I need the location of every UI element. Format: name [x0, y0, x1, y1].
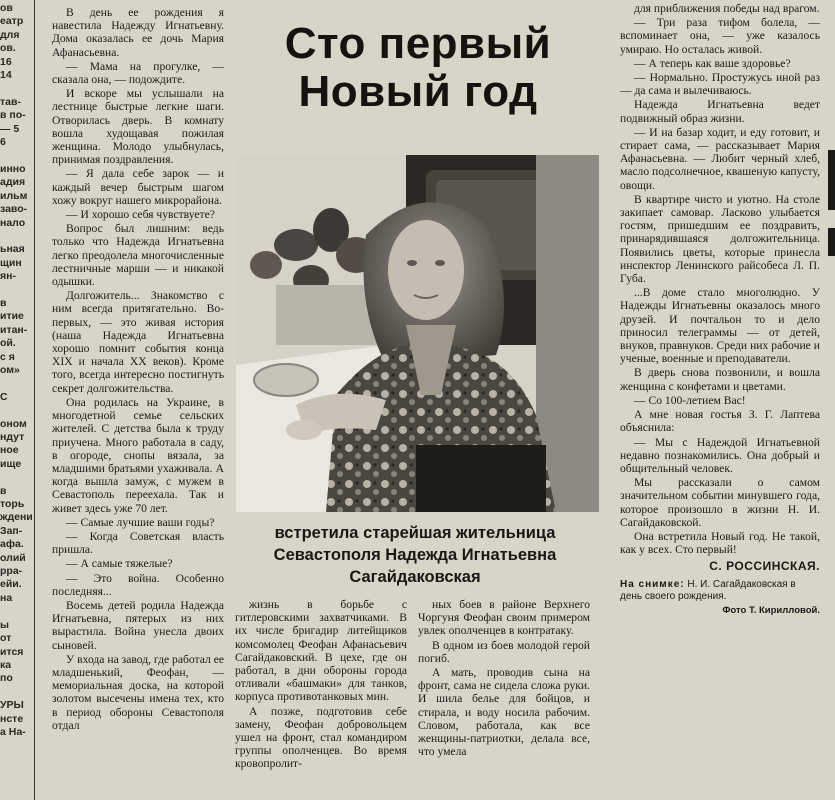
column4-paragraph: — Нормально. Простужусь иной раз — да сама и вылечиваюсь.	[620, 71, 820, 98]
left-fragment: С	[0, 390, 8, 403]
left-fragment: ильм	[0, 189, 28, 202]
column4-paragraph: — Со 100-летием Вас!	[634, 393, 746, 407]
right-edge-mark	[828, 150, 835, 210]
left-fragment: ов	[0, 2, 13, 14]
headline-line-2: Новый год	[298, 67, 538, 116]
left-fragment: нсте	[0, 712, 24, 725]
column1-paragraph: — Самые лучшие ваши годы?	[66, 515, 215, 529]
left-fragment: в по-	[0, 109, 26, 122]
photo-caption	[620, 579, 820, 603]
left-fragment: итан-	[0, 323, 28, 336]
left-fragment: нало	[0, 216, 26, 229]
column4-paragraph: для приближения победы над врагом.	[634, 2, 820, 15]
subheadline-line-1: встретила старейшая жительница	[274, 524, 556, 542]
left-fragment	[0, 284, 32, 297]
left-fragment: в	[0, 296, 7, 309]
column4-paragraph: — Мы с Надеждой Игнатьевной недавно познакомились. Она добрый и общительный человек.	[620, 435, 820, 475]
left-fragment: ьная	[0, 243, 25, 256]
left-fragment	[0, 149, 32, 162]
column1-paragraph: И вскоре мы услышали на лестнице быстрые легкие шаги. Отворилась дверь. В комнату вошла худощавая пожилая женщина. Молодо улыбнулась, принимая поздравления.	[52, 87, 224, 167]
column4-paragraph: Мы рассказали о самом значительном событии минувшего года, которое произошло в жизни Н. И. Сагайдаковской.	[620, 476, 820, 529]
left-fragment	[0, 605, 32, 618]
column4-paragraph: Она встретила Новый год. Не такой, как у всех. Сто первый!	[620, 529, 820, 557]
article-column-2	[235, 598, 407, 798]
left-fragment: ом»	[0, 363, 20, 376]
headline-line-1: Сто первый	[284, 19, 552, 68]
left-fragment: ка	[0, 658, 12, 671]
left-fragment	[0, 471, 32, 484]
left-fragment: тав-	[0, 95, 21, 108]
column1-paragraph: — Я дала себе зарок — и каждый вечер быстрым шагом хожу вокруг нашего микрорайона.	[52, 167, 224, 207]
column4-paragraph: — Три раза тифом болела, — вспоминает она, — уже казалось умираю. Но осталась живой.	[620, 16, 820, 56]
article-column-3	[418, 598, 590, 798]
photo-illustration	[236, 155, 599, 512]
column3-paragraph: А мать, проводив сына на фронт, сама не сидела сложа руки. И шила белье для бойцов, и стирала, и воду носила рабочим. Словом, работала, как все женщины-патриотки, делала все, что умела	[418, 666, 590, 759]
left-fragment: 6	[0, 136, 6, 149]
left-fragment: на	[0, 591, 13, 604]
left-fragment: для	[0, 28, 20, 41]
left-fragment: ой.	[0, 337, 16, 350]
left-fragment: от	[0, 632, 12, 645]
column1-paragraph: В день ее рождения я навестила Надежду Игнатьевну. Дома оказалась ее дочь Мария Афанасьевна.	[52, 6, 224, 59]
column1-paragraph: Вопрос был лишним: ведь только что Надежда Игнатьевна легко преодолела многочисленные лестничные марши — и никакой одышки.	[52, 222, 224, 289]
left-fragment: по	[0, 672, 13, 685]
photo-credit: Фото Т. Кирилловой.	[722, 604, 820, 616]
left-fragment: в	[0, 484, 7, 497]
column3-paragraph: В одном из боев молодой герой погиб.	[418, 638, 590, 665]
left-fragment: адия	[0, 176, 26, 189]
column-rule-left	[34, 0, 35, 800]
column1-paragraph: У входа на завод, где работал ее младшенький, Феофан, — мемориальная доска, на которой золотом высечены имена тех, кто в период обороны Севастополя отдал	[52, 652, 224, 732]
caption-text: Н. И. Сагайдаковская в день своего рождения.	[620, 578, 796, 602]
left-fragment: ы	[0, 618, 9, 631]
column4-paragraph: В дверь снова позвонили, и вошла женщина с конфетами и цветами.	[620, 366, 820, 393]
left-fragment: ов.	[0, 42, 16, 55]
headline	[232, 20, 604, 116]
column1-paragraph: — Это война. Особенно последняя...	[52, 571, 224, 598]
left-fragment: Зап-	[0, 524, 23, 537]
left-column-fragments	[0, 2, 32, 739]
column1-paragraph: — А самые тяжелые?	[66, 557, 173, 571]
left-fragment	[0, 686, 32, 699]
left-fragment: ндут	[0, 431, 25, 443]
left-fragment	[0, 404, 32, 417]
column4-paragraph: В квартире чисто и уютно. На столе закипает самовар. Ласково улыбается гостям, пришедшим ее поздравить, принарядившаяся долгожительница. Появились цветы, которые принесла инспектор Ленинского райсобеса Л. П. Губа.	[620, 192, 820, 286]
article-column-4	[620, 2, 820, 798]
left-fragment: ное	[0, 444, 19, 457]
left-fragment: ждени	[0, 511, 33, 524]
column2-paragraph: А позже, подготовив себе замену, Феофан добровольцем ушел на фронт, стал командиром группы ополченцев. Во время кровопролит-	[235, 704, 407, 771]
column4-paragraph: — И на базар ходит, и еду готовит, и стирает сама, — рассказывает Мария Афанасьевна. — Любит черный хлеб, масло подсолнечное, квашеную капусту, овощи.	[620, 125, 820, 192]
column4-paragraph: Надежда Игнатьевна ведет подвижный образ жизни.	[620, 98, 820, 125]
left-fragment: ейи.	[0, 578, 22, 591]
left-fragment: ян-	[0, 270, 16, 283]
left-fragment: итие	[0, 310, 24, 323]
left-fragment: 14	[0, 69, 12, 82]
left-fragment: — 5	[0, 122, 20, 135]
column4-paragraph: — А теперь как ваше здоровье?	[634, 56, 791, 70]
left-fragment: инно	[0, 162, 26, 175]
column1-paragraph: — И хорошо себя чувствуете?	[66, 208, 215, 222]
left-fragment: оном	[0, 417, 27, 430]
column-4-text	[620, 2, 820, 556]
portrait-photo	[236, 155, 599, 512]
left-fragment: ище	[0, 457, 22, 470]
article-column-1	[52, 6, 224, 798]
left-fragment: с я	[0, 350, 15, 363]
subheadline-line-3: Сагайдаковская	[349, 568, 481, 586]
left-fragment	[0, 377, 32, 390]
column1-paragraph: — Мама на прогулке, — сказала она, — подождите.	[52, 59, 224, 87]
left-fragment	[0, 82, 32, 95]
column1-paragraph: Она родилась на Украине, в многодетной семье сельских жителей. С детства была к труду приучена. Много работала в саду, в огороде, снопы вязала, за младшими братьями ухаживала. А когда вышла замуж, с мужем в Севастополь переехала. Так и живет здесь уже 70 лет.	[52, 395, 224, 515]
left-fragment: щин	[0, 256, 22, 269]
column1-paragraph: Долгожитель... Знакомство с ним всегда притягательно. Во-первых, — это живая история (наша Надежда Игнатьевна хорошо помнит события конца XIX и начала XX веков). Кроме того, всегда интересно постигнуть секрет долгожительства.	[52, 289, 224, 395]
left-fragment: еатр	[0, 15, 24, 28]
left-fragment: ится	[0, 645, 24, 658]
left-fragment	[0, 230, 32, 243]
caption-lead: На снимке:	[620, 578, 685, 590]
right-edge-mark-2	[828, 228, 835, 256]
subheadline-line-2: Севастополя Надежда Игнатьевна	[273, 546, 557, 564]
left-fragment: олий	[0, 551, 26, 564]
column2-paragraph: жизнь в борьбе с гитлеровскими захватчиками. В их числе бригадир литейщиков комсомолец Феофан Афанасьевич Сагайдаковский. В цехе, где он работал, в дни обороны города отливали «башмаки» для танков, корпуса противотанковых мин.	[235, 598, 407, 704]
left-fragment: рра-	[0, 565, 23, 578]
column1-paragraph: Восемь детей родила Надежда Игнатьевна, пятерых из них вырастила. Война унесла двоих сыновей.	[52, 598, 224, 652]
column4-paragraph: А мне новая гостья З. Г. Лаптева объяснила:	[620, 408, 820, 435]
author-signature: С. РОССИНСКАЯ.	[709, 559, 820, 574]
column4-paragraph: ...В доме стало многолюдно. У Надежды Игнатьевны оказалось много друзей. И почтальон то и дело приносил телеграммы — от детей, внуков, правнуков. Среди них рабочие и ученые, военные и преподаватели.	[620, 286, 820, 366]
left-fragment: 16	[0, 55, 12, 68]
left-fragment: заво-	[0, 203, 28, 216]
left-fragment: УРЫ	[0, 699, 24, 712]
subheadline	[210, 522, 620, 588]
left-fragment: а На-	[0, 725, 26, 738]
column3-paragraph: ных боев в районе Верхнего Чоргуня Феофан своим примером увлек ополченцев в контратаку.	[418, 598, 590, 638]
column1-paragraph: — Когда Советская власть пришла.	[52, 529, 224, 557]
left-fragment: торь	[0, 498, 25, 511]
left-fragment: афа.	[0, 538, 24, 551]
